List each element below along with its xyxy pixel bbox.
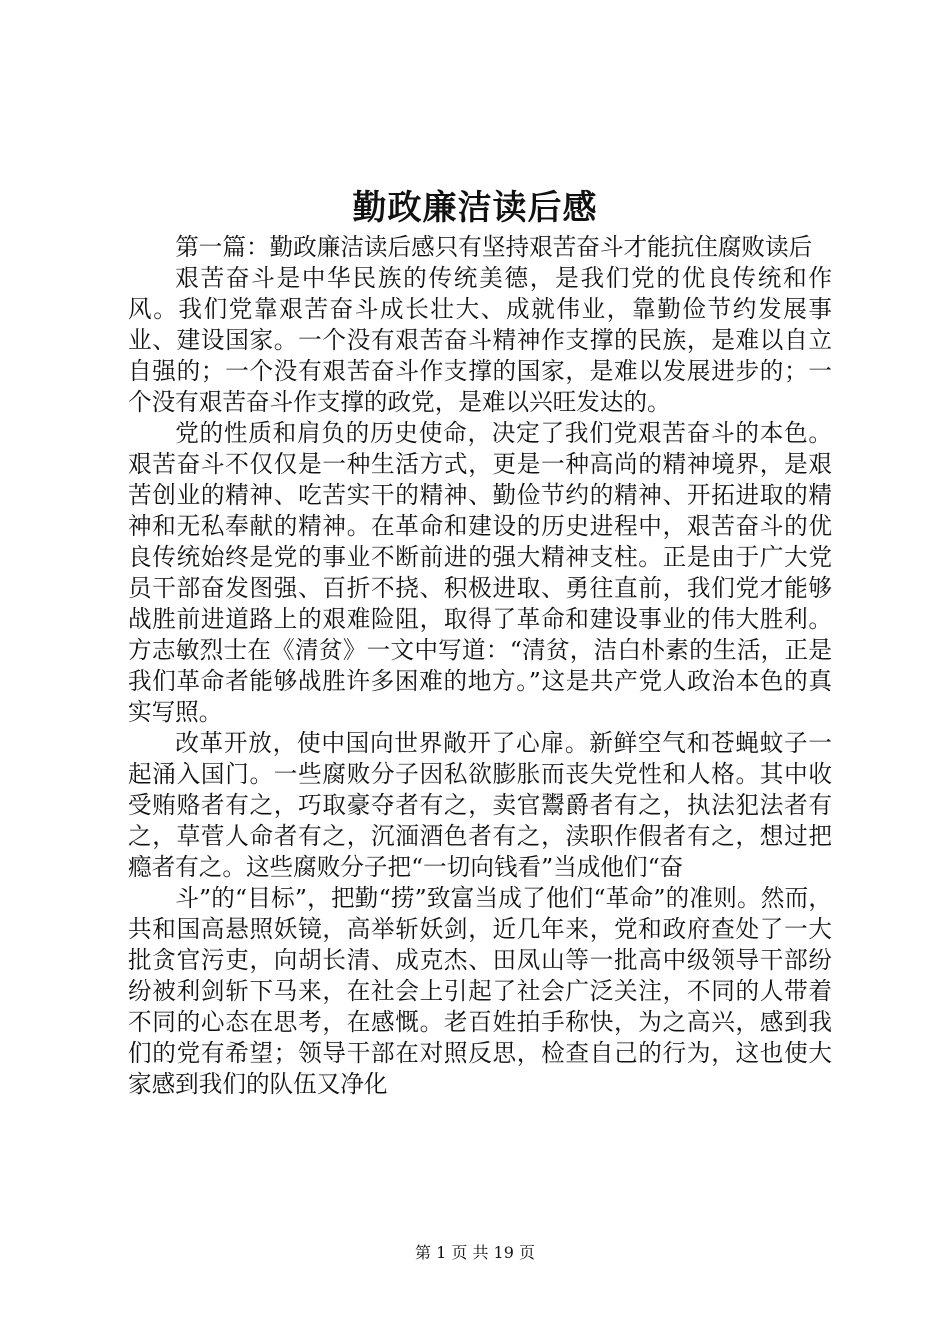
paragraph: 改革开放，使中国向世界敞开了心扉。新鲜空气和苍蝇蚊子一起涌入国门。一些腐败分子因私欲膨胀而丧失党性和人格。其中收受贿赂者有之，巧取豪夺者有之，卖官鬻爵者有之，执法犯法者有之，草菅人命者有之，沉湎酒色者有之，渎职作假者有之，想过把瘾者有之。这些腐败分子把“一切向钱看”当成他们“奋 xyxy=(128,729,832,881)
document-title: 勤政廉洁读后感 xyxy=(352,188,598,228)
paragraph: 艰苦奋斗是中华民族的传统美德，是我们党的优良传统和作风。我们党靠艰苦奋斗成长壮大、成就伟业，靠勤俭节约发展事业、建设国家。一个没有艰苦奋斗精神作支撑的民族，是难以自立自强的；一个没有艰苦奋斗作支撑的国家，是难以发展进步的；一个没有艰苦奋斗作支撑的政党，是难以兴旺发达的。 xyxy=(128,264,832,416)
page-number-footer: 第 1 页 共 19 页 xyxy=(415,1243,535,1262)
paragraph-heading-line: 第一篇：勤政廉洁读后感只有坚持艰苦奋斗才能抗住腐败读后 xyxy=(175,233,813,261)
paragraph: 党的性质和肩负的历史使命，决定了我们党艰苦奋斗的本色。艰苦奋斗不仅仅是一种生活方式，更是一种高尚的精神境界，是艰苦创业的精神、吃苦实干的精神、勤俭节约的精神、开拓进取的精神和无私奉献的精神。在革命和建设的历史进程中，艰苦奋斗的优良传统始终是党的事业不断前进的强大精神支柱。正是由于广大党员干部奋发图强、百折不挠、积极进取、勇往直前，我们党才能够战胜前进道路上的艰难险阻，取得了革命和建设事业的伟大胜利。方志敏烈士在《清贫》一文中写道：“清贫，洁白朴素的生活，正是我们革命者能够战胜许多困难的地方。”这是共产党人政治本色的真实写照。 xyxy=(128,419,832,726)
document-body xyxy=(128,232,832,1100)
paragraph: 斗”的“目标”，把勤“捞”致富当成了他们“革命”的准则。然而，共和国高悬照妖镜，高举斩妖剑，近几年来，党和政府查处了一大批贪官污吏，向胡长清、成克杰、田凤山等一批高中级领导干部纷纷被利剑斩下马来，在社会上引起了社会广泛关注，不同的人带着不同的心态在思考，在感慨。老百姓拍手称快，为之高兴，感到我们的党有希望；领导干部在对照反思，检查自己的行为，这也使大家感到我们的队伍又净化 xyxy=(128,884,832,1098)
